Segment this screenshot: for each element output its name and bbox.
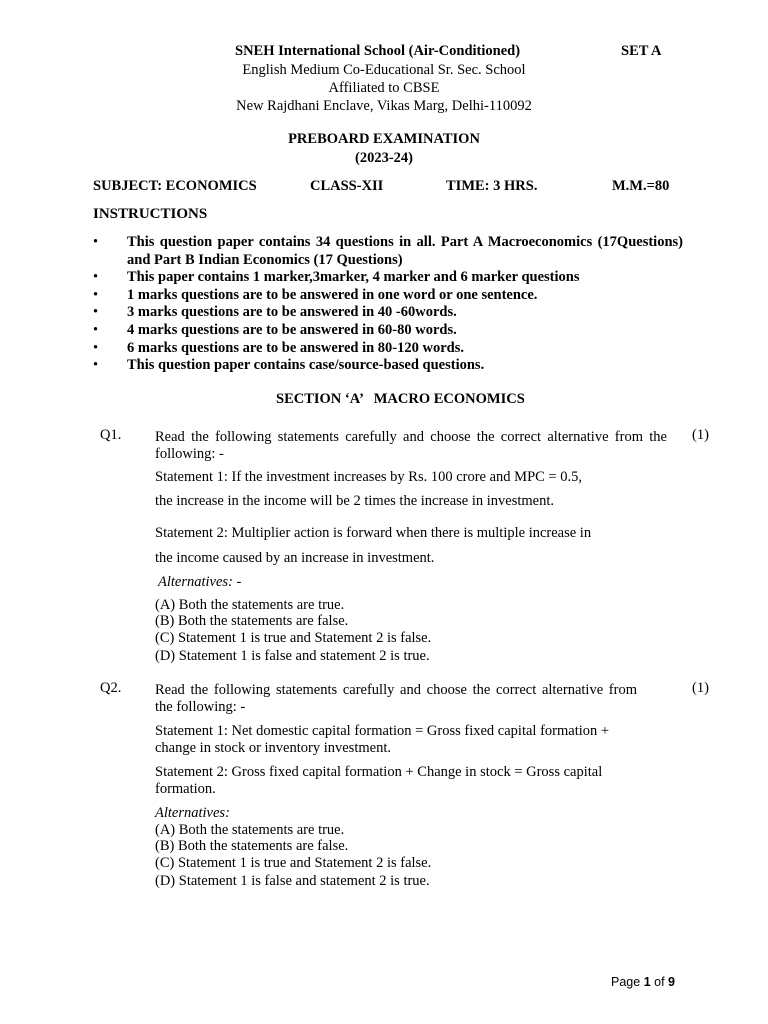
option-c: (C) Statement 1 is true and Statement 2 is false. [155, 855, 432, 871]
school-medium: English Medium Co-Educational Sr. Sec. School [242, 62, 526, 78]
school-affiliation: Affiliated to CBSE [328, 80, 440, 96]
option-d: (D) Statement 1 is false and statement 2 is true. [155, 648, 430, 664]
time-label: TIME: 3 HRS. [446, 178, 538, 194]
statement-1-line-2: the increase in the income will be 2 times the increase in investment. [155, 493, 555, 509]
instructions-heading: INSTRUCTIONS [93, 206, 208, 222]
statement-1-line-2: change in stock or inventory investment. [155, 740, 391, 756]
instruction-item: • This question paper contains case/source-based questions. [93, 357, 683, 375]
option-c: (C) Statement 1 is true and Statement 2 is false. [155, 630, 432, 646]
subject-label: SUBJECT: ECONOMICS [93, 178, 257, 194]
exam-title: PREBOARD EXAMINATION [288, 131, 480, 147]
option-a: (A) Both the statements are true. [155, 597, 345, 613]
option-a: (A) Both the statements are true. [155, 822, 345, 838]
set-label: SET A [621, 43, 662, 59]
page-of: of [654, 975, 665, 989]
question-prompt: Read the following statements carefully and choose the correct alternative from the following: - [155, 429, 667, 462]
question-number: Q2. [100, 680, 122, 696]
statement-2-line-1: Statement 2: Multiplier action is forward when there is multiple increase in [155, 525, 592, 541]
instruction-item: • 1 marks questions are to be answered in one word or one sentence. [93, 287, 683, 305]
max-marks-label: M.M.=80 [612, 178, 670, 194]
instructions-list [93, 234, 683, 375]
instruction-item: • 3 marks questions are to be answered in 40 -60words. [93, 304, 683, 322]
question-marks: (1) [692, 427, 709, 443]
school-address: New Rajdhani Enclave, Vikas Marg, Delhi-110092 [236, 98, 532, 114]
exam-year: (2023-24) [355, 150, 413, 166]
statement-2-line-2: the income caused by an increase in investment. [155, 550, 435, 566]
question-prompt: Read the following statements carefully and choose the correct alternative from the following: - [155, 682, 637, 715]
page-total: 9 [668, 975, 675, 989]
question-marks: (1) [692, 680, 709, 696]
alternatives-label: Alternatives: [155, 805, 230, 821]
option-b: (B) Both the statements are false. [155, 613, 349, 629]
class-label: CLASS-XII [310, 178, 384, 194]
instruction-item: • 4 marks questions are to be answered in 60-80 words. [93, 322, 683, 340]
instruction-item: • This paper contains 1 marker,3marker, 4 marker and 6 marker questions [93, 269, 683, 287]
alternatives-label: Alternatives: - [158, 574, 242, 590]
page-indicator [611, 975, 675, 989]
statement-1-line-1: Statement 1: If the investment increases by Rs. 100 crore and MPC = 0.5, [155, 469, 582, 485]
statement-2-line-1: Statement 2: Gross fixed capital formation + Change in stock = Gross capital [155, 764, 603, 780]
option-d: (D) Statement 1 is false and statement 2 is true. [155, 873, 430, 889]
option-b: (B) Both the statements are false. [155, 838, 349, 854]
instruction-item: • This question paper contains 34 questions in all. Part A Macroeconomics (17Questions) and Part B Indian Economics (17 Questions) [93, 234, 683, 269]
section-heading: SECTION ‘A’ MACRO ECONOMICS [276, 391, 525, 407]
page-current: 1 [643, 975, 651, 989]
instruction-item: • 6 marks questions are to be answered in 80-120 words. [93, 340, 683, 358]
statement-2-line-2: formation. [155, 781, 216, 797]
question-number: Q1. [100, 427, 122, 443]
school-name: SNEH International School (Air-Conditioned) [235, 43, 521, 59]
statement-1-line-1: Statement 1: Net domestic capital formation = Gross fixed capital formation + [155, 723, 610, 739]
page-word: Page [611, 975, 641, 989]
